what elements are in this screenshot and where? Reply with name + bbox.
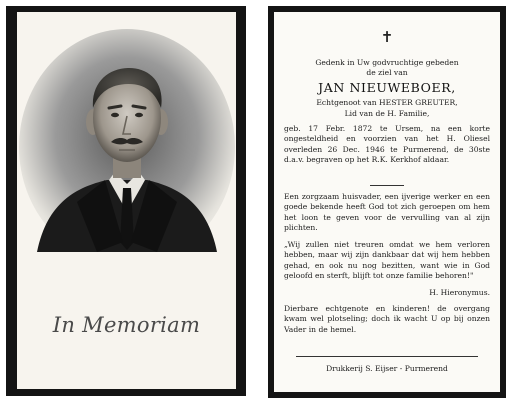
membership-line: Lid van de H. Familie,	[344, 109, 430, 118]
deceased-name: JAN NIEUWEBOER,	[318, 80, 456, 95]
intro-line-2: de ziel van	[366, 68, 408, 77]
divider	[370, 185, 404, 186]
memorial-card-front	[6, 6, 246, 396]
intro-line-1: Gedenk in Uw godvruchtige gebeden	[315, 58, 459, 67]
in-memoriam-caption: In Memoriam	[52, 313, 201, 337]
latin-cross-icon: ✝	[380, 28, 394, 46]
portrait-photo	[17, 12, 236, 252]
quote-paragraph: „Wij zullen niet treuren omdat we hem verloren hebben, maar wij zijn dankbaar dat wij hem hebben gehad, en ook nu nog bezitten, want wie in God geloofd en sterft, blijft tot onze familie behoren!"	[284, 240, 490, 281]
biography-paragraph: geb. 17 Febr. 1872 te Ursem, na een korte ongesteldheid en voorzien van het H. Oliesel overleden 26 Dec. 1946 te Purmerend, de 30ste d.a.v. begraven op het R.K. Kerkhof aldaar.	[284, 124, 490, 165]
memorial-card-back	[268, 6, 506, 398]
printer-credit: Drukkerij S. Eijser - Purmerend	[326, 364, 448, 373]
footer-divider	[296, 356, 478, 357]
tribute-paragraph: Een zorgzaam huisvader, een ijverige werker en een goede bekende heeft God tot zich geroepen om hem het loon te geven voor de vervulling van al zijn plichten.	[284, 192, 490, 233]
farewell-paragraph: Dierbare echtgenote en kinderen! de overgang kwam wel plotseling; doch ik wacht U op bij onzen Vader in de hemel.	[284, 304, 490, 334]
quote-author: H. Hieronymus.	[429, 288, 490, 297]
memorial-card-front-paper	[17, 12, 236, 389]
memorial-card-back-paper	[274, 12, 500, 392]
spouse-line: Echtgenoot van HESTER GREUTER,	[316, 98, 458, 107]
